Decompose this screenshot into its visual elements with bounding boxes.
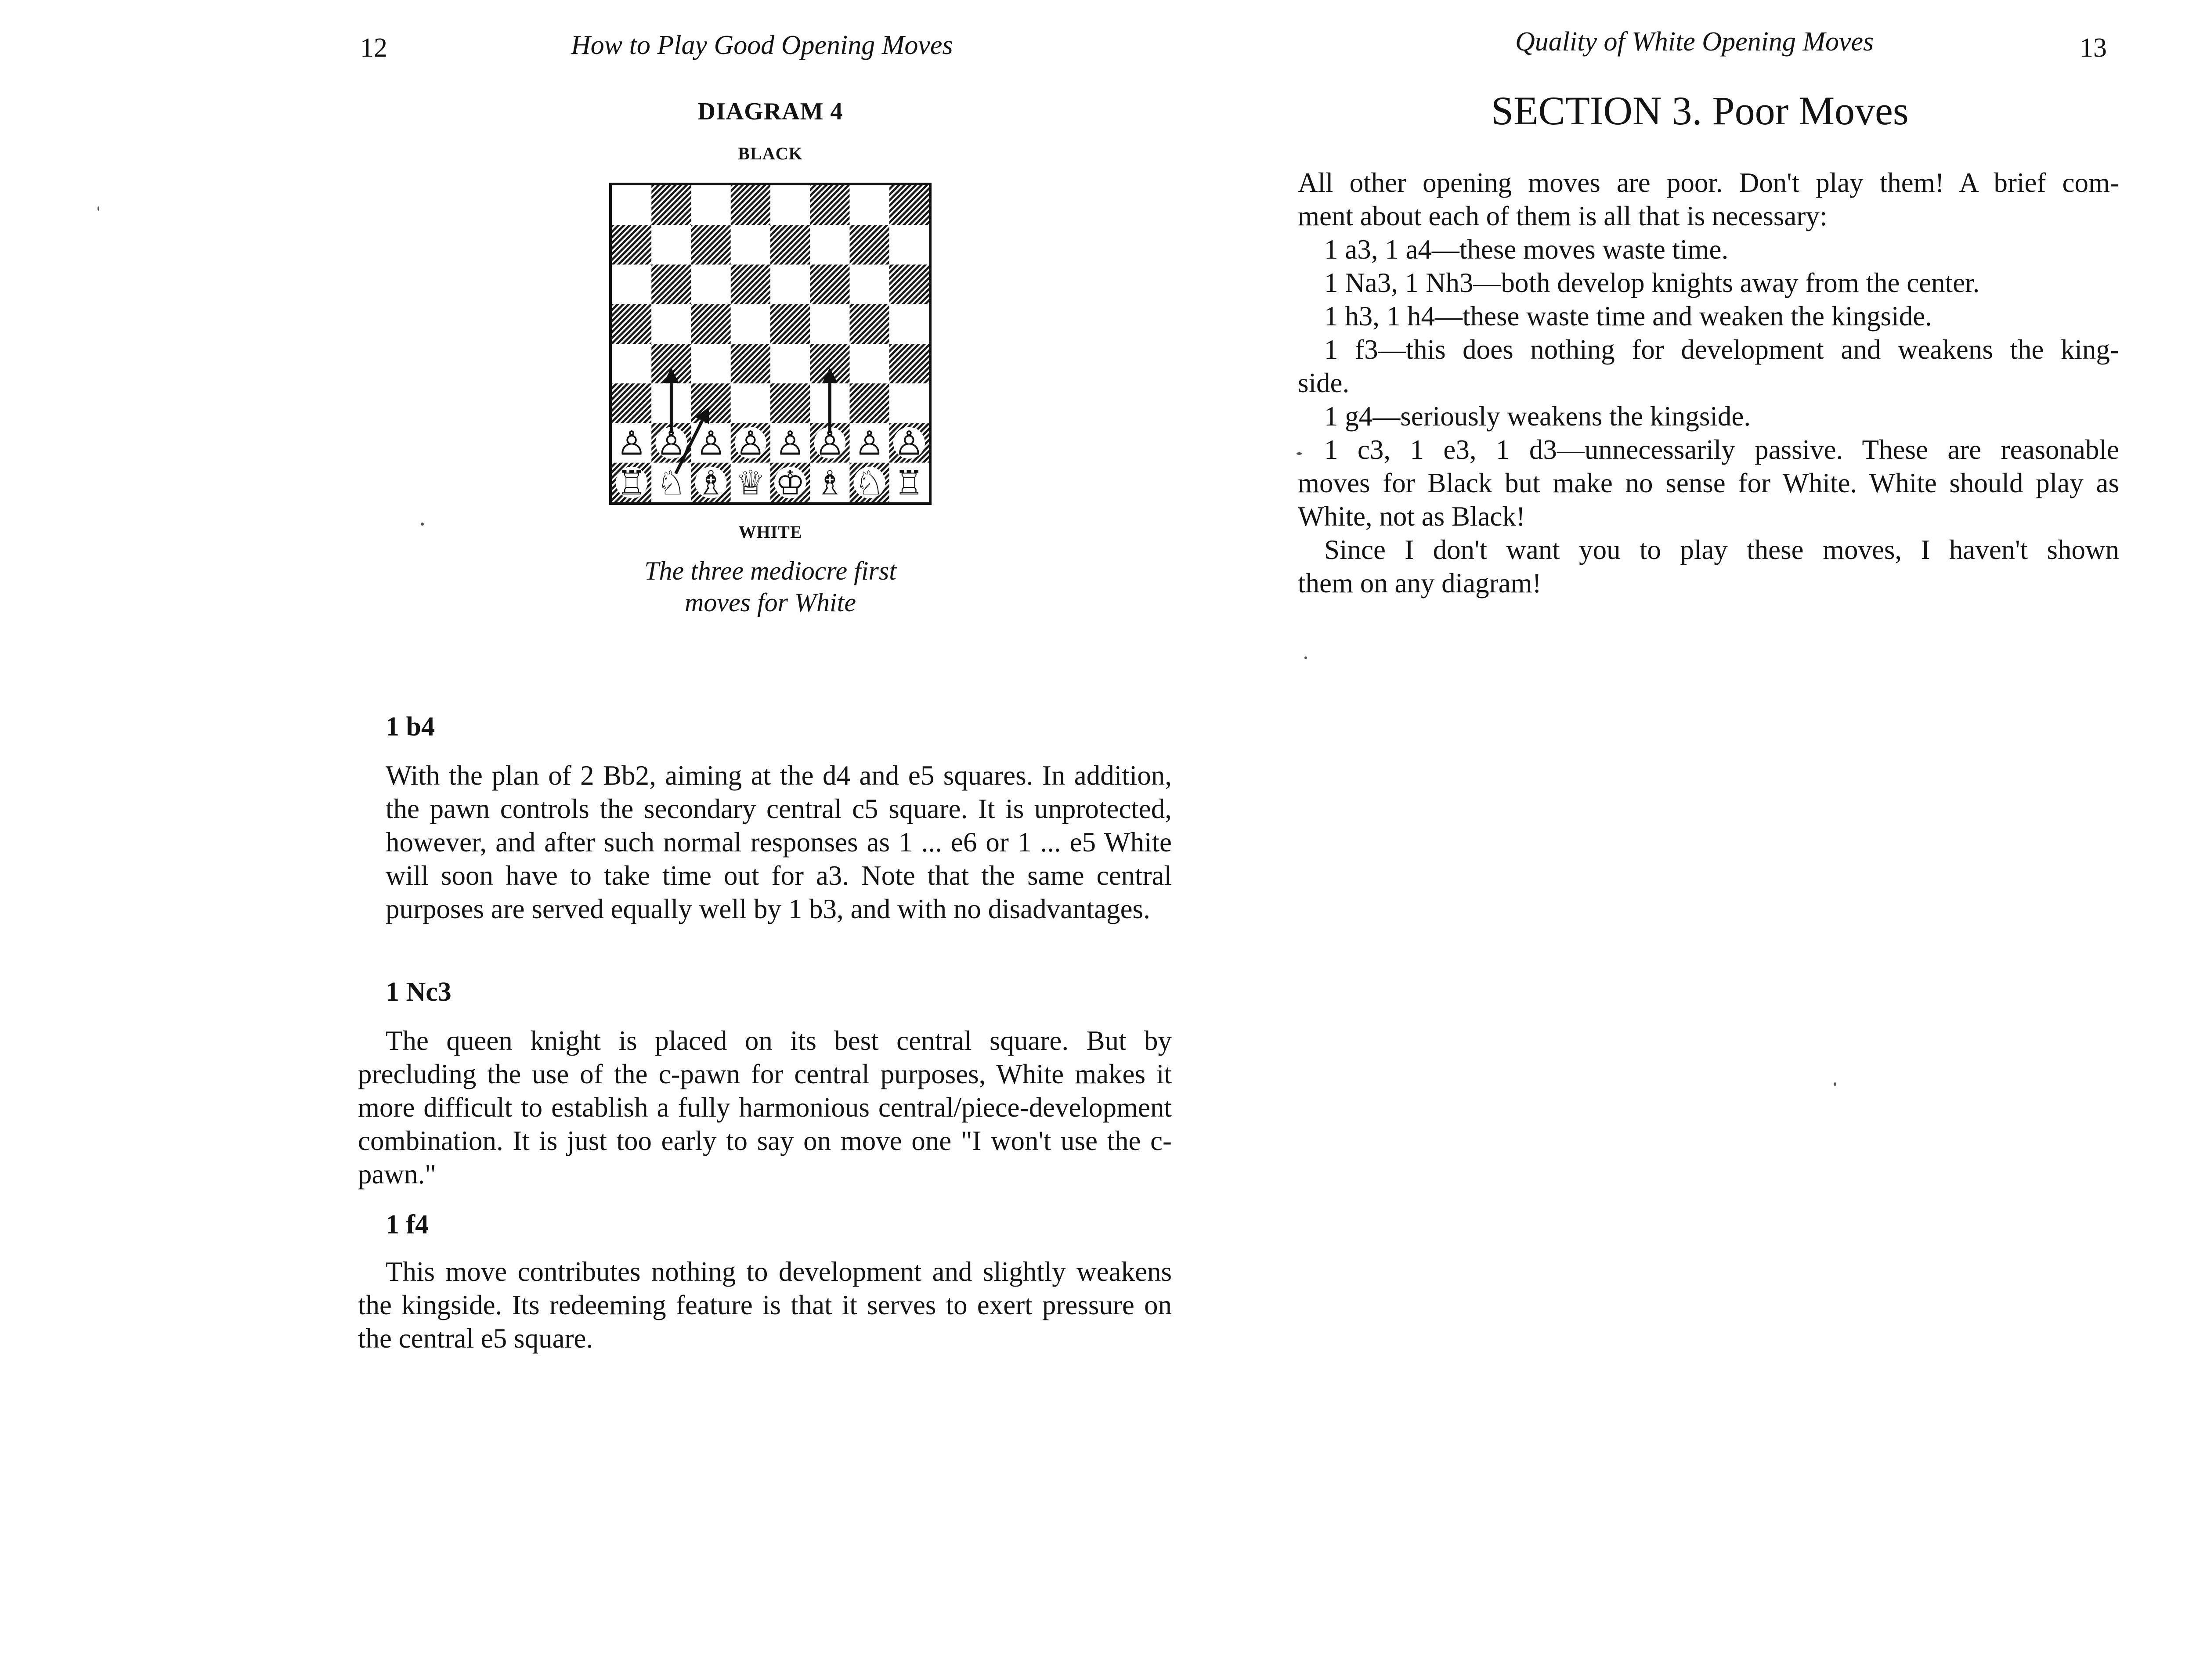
board-square-g5 — [850, 304, 889, 344]
board-square-g4 — [850, 344, 889, 383]
body-line-5: 1 h3, 1 h4—these waste time and weaken the kingside. — [1324, 301, 1932, 332]
board-square-f8 — [810, 185, 849, 225]
white-pawn-d2: ♙ — [735, 424, 766, 463]
white-king-e1: ♔ — [775, 463, 805, 502]
board-square-h4 — [889, 344, 929, 383]
white-pawn-a2: ♙ — [617, 424, 647, 463]
body-line-6: 1 f3—this does nothing for development and weakens the king- — [1324, 334, 2119, 365]
board-square-b5 — [651, 304, 691, 344]
white-pawn-f2: ♙ — [815, 424, 845, 463]
scan-speck — [421, 523, 424, 526]
diagram-label-black: BLACK — [738, 144, 803, 163]
body-line-1: All other opening moves are poor. Don't play them! A brief com- — [1298, 167, 2119, 198]
board-square-c4 — [691, 344, 731, 383]
board-square-a4 — [612, 344, 651, 383]
board-square-b8 — [651, 185, 691, 225]
diagram-caption-line-1: The three mediocre first — [644, 556, 896, 585]
board-square-b7 — [651, 225, 691, 264]
board-square-h8 — [889, 185, 929, 225]
white-pawn-h2: ♙ — [894, 424, 924, 463]
body-line-8: 1 g4—seriously weakens the kingside. — [1324, 401, 1751, 432]
move-text-b4: With the plan of 2 Bb2, aiming at the d4 and e5 squares. In addition, the pawn controls the secondary central c5 square. It is unprotected, however, and after such normal responses as 1 ... e6 or 1 ... e5 White will soon have to take time out for a3. Note that the same central purposes are served equally well by 1 b3, and with no disadvantages. — [386, 760, 1172, 924]
board-square-h5 — [889, 304, 929, 344]
right-page-body — [1298, 166, 2119, 600]
body-line-2: ment about each of them is all that is necessary: — [1298, 201, 1828, 231]
board-square-f5 — [810, 304, 849, 344]
board-square-e6 — [770, 265, 810, 304]
board-square-d6 — [731, 265, 770, 304]
board-square-g3 — [850, 383, 889, 423]
body-line-4: 1 Na3, 1 Nh3—both develop knights away from the center. — [1324, 267, 1980, 298]
board-square-e5 — [770, 304, 810, 344]
white-knight-g1: ♘ — [854, 463, 885, 502]
right-running-head: Quality of White Opening Moves — [1515, 27, 1874, 57]
board-square-d8 — [731, 185, 770, 225]
white-bishop-f1: ♗ — [815, 463, 845, 502]
board-square-a3 — [612, 383, 651, 423]
left-page-number: 12 — [360, 33, 387, 63]
white-pawn-e2: ♙ — [775, 424, 805, 463]
board-square-a6 — [612, 265, 651, 304]
left-running-head: How to Play Good Opening Moves — [571, 30, 953, 60]
white-bishop-c1: ♗ — [696, 463, 726, 502]
right-page-number: 13 — [2080, 33, 2107, 63]
board-square-f7 — [810, 225, 849, 264]
white-pawn-g2: ♙ — [854, 424, 885, 463]
board-square-e3 — [770, 383, 810, 423]
white-rook-h1: ♖ — [894, 463, 924, 502]
diagram-label-white: WHITE — [738, 522, 802, 542]
section-title: SECTION 3. Poor Moves — [1491, 88, 1909, 133]
body-line-10: moves for Black but make no sense for White. White should play as — [1298, 468, 2119, 498]
scan-speck — [1304, 656, 1307, 659]
board-square-g6 — [850, 265, 889, 304]
board-square-c3 — [691, 383, 731, 423]
move-heading-f4: 1 f4 — [386, 1210, 429, 1240]
board-square-h7 — [889, 225, 929, 264]
body-line-3: 1 a3, 1 a4—these moves waste time. — [1324, 234, 1729, 265]
body-line-11: White, not as Black! — [1298, 501, 1525, 532]
board-square-d7 — [731, 225, 770, 264]
board-square-e4 — [770, 344, 810, 383]
scan-speck — [1834, 1082, 1836, 1086]
board-square-d3 — [731, 383, 770, 423]
white-queen-d1: ♕ — [735, 463, 766, 502]
diagram-caption — [565, 555, 975, 618]
board-square-f6 — [810, 265, 849, 304]
board-square-a8 — [612, 185, 651, 225]
board-square-a7 — [612, 225, 651, 264]
board-square-h6 — [889, 265, 929, 304]
scan-speck — [98, 206, 99, 211]
board-square-h3 — [889, 383, 929, 423]
board-square-d5 — [731, 304, 770, 344]
scan-speck — [1297, 452, 1302, 455]
white-pawn-c2: ♙ — [696, 424, 726, 463]
white-pawn-b2: ♙ — [656, 424, 686, 463]
move-heading-b4: 1 b4 — [386, 712, 435, 742]
white-knight-b1: ♘ — [656, 463, 686, 502]
diagram-caption-line-2: moves for White — [685, 588, 856, 617]
board-square-g7 — [850, 225, 889, 264]
board-square-b6 — [651, 265, 691, 304]
body-line-9: 1 c3, 1 e3, 1 d3—unnecessarily passive. These are reasonable — [1324, 434, 2119, 465]
move-text-nc3: The queen knight is placed on its best central square. But by precluding the use of the c-pawn for central purposes, White makes it more difficult to establish a fully harmonious central/piece-development combination. It is just too early to say on move one "I won't use the c-pawn." — [358, 1025, 1172, 1190]
board-square-c5 — [691, 304, 731, 344]
diagram-title: DIAGRAM 4 — [697, 98, 843, 125]
board-square-c7 — [691, 225, 731, 264]
move-text-f4: This move contributes nothing to development and slightly weakens the kingside. Its redeeming feature is that it serves to exert pressure on the central e5 square. — [358, 1256, 1172, 1354]
board-square-c8 — [691, 185, 731, 225]
board-square-e8 — [770, 185, 810, 225]
move-heading-nc3: 1 Nc3 — [386, 977, 451, 1007]
board-square-d4 — [731, 344, 770, 383]
board-square-e7 — [770, 225, 810, 264]
board-square-c6 — [691, 265, 731, 304]
body-line-7: side. — [1298, 368, 1350, 398]
body-line-13: them on any diagram! — [1298, 568, 1542, 598]
chess-board-diagram — [609, 183, 932, 505]
board-square-g8 — [850, 185, 889, 225]
white-rook-a1: ♖ — [617, 463, 647, 502]
body-line-12: Since I don't want you to play these moves, I haven't shown — [1324, 534, 2119, 565]
board-square-a5 — [612, 304, 651, 344]
